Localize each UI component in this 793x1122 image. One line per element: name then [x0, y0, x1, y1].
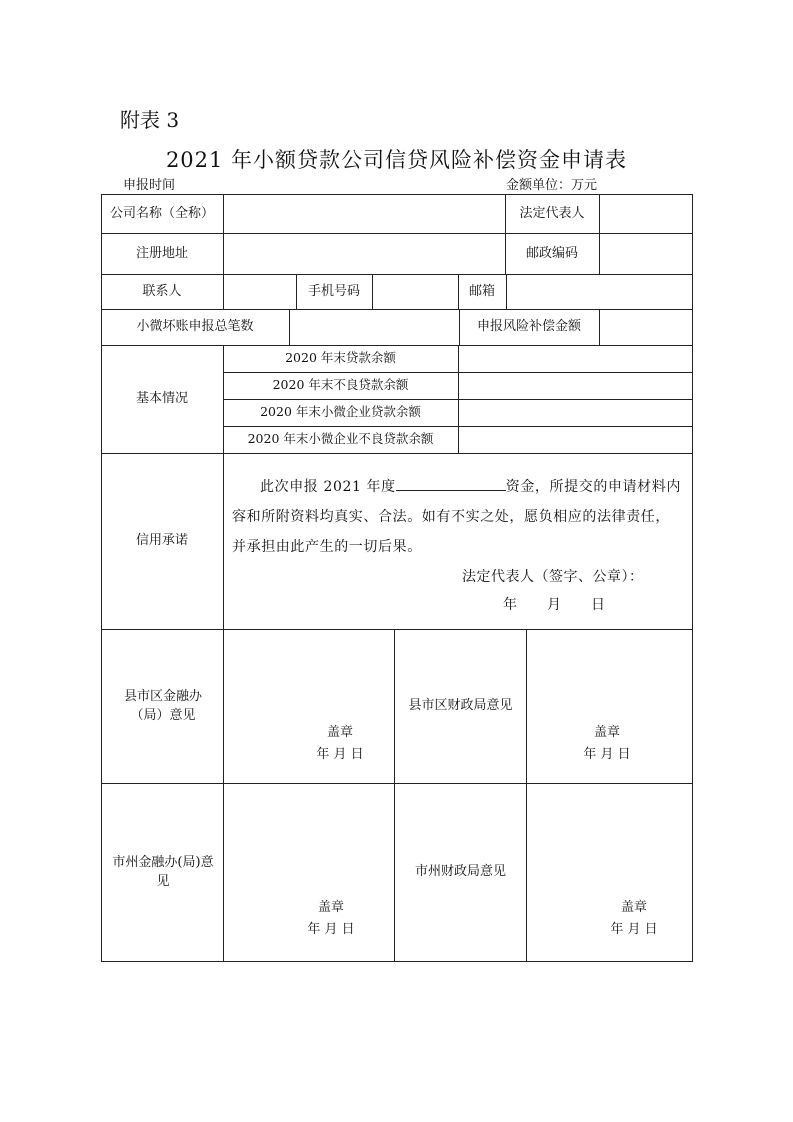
city-finance-stamp — [291, 897, 371, 941]
basic-info-value-field[interactable] — [459, 372, 692, 399]
contact-field[interactable] — [224, 274, 296, 309]
stamp-date-label: 年 月 日 — [316, 747, 364, 762]
city-fiscal-stamp — [594, 897, 674, 941]
stamp-date-label: 年 月 日 — [610, 922, 658, 937]
col-divider — [223, 453, 224, 629]
stamp-date-label: 年 月 日 — [307, 922, 355, 937]
reg-address-field[interactable] — [224, 233, 505, 274]
table-border-bottom — [101, 961, 693, 962]
stamp-label: 盖章 — [326, 725, 353, 740]
basic-info-item-label: 2020 年末贷款余额 — [285, 350, 396, 366]
legal-rep-label: 法定代表人 — [519, 205, 585, 221]
pledge-date — [503, 594, 605, 614]
stamp-date-label: 年 月 日 — [583, 747, 631, 762]
company-name-field[interactable] — [224, 194, 505, 233]
fund-amount-blank[interactable] — [396, 474, 506, 491]
mobile-field[interactable] — [373, 274, 458, 309]
form-title: 2021 年小额贷款公司信贷风险补偿资金申请表 — [165, 148, 628, 172]
city-fiscal-bureau-opinion-label: 市州财政局意见 — [414, 864, 506, 880]
table-border-right — [692, 194, 693, 962]
county-fiscal-bureau-opinion-label: 县市区财政局意见 — [408, 698, 513, 714]
reg-address-label: 注册地址 — [135, 245, 188, 261]
pledge-month-label: 月 — [547, 597, 561, 613]
basic-info-item-label: 2020 年末小微企业贷款余额 — [260, 404, 421, 420]
declaration-date-label: 申报时间 — [123, 178, 176, 193]
compensation-amount-label: 申报风险补偿金额 — [476, 319, 581, 335]
county-finance-stamp — [300, 722, 380, 766]
pledge-day-label: 日 — [591, 597, 605, 613]
basic-info-value-field[interactable] — [459, 399, 692, 426]
amount-unit-label: 金额单位：万元 — [506, 178, 598, 193]
postal-code-label: 邮政编码 — [525, 245, 578, 261]
pledge-text-post: 资金，所提交的申请材料内容和所附资料均真实、合法。如有不实之处，愿负相应的法律责任，并承担由此产生的一切后果。 — [232, 479, 681, 555]
postal-code-field[interactable] — [600, 233, 692, 274]
city-finance-office-opinion-label: 市州金融办(局)意见 — [112, 854, 214, 889]
basic-info-item-label: 2020 年末不良贷款余额 — [272, 377, 409, 393]
mobile-label: 手机号码 — [307, 283, 360, 299]
attachment-label: 附表 3 — [120, 108, 180, 132]
basic-info-value-field[interactable] — [459, 426, 692, 453]
pledge-year-label: 年 — [503, 597, 517, 613]
compensation-amount-field[interactable] — [600, 309, 692, 345]
basic-info-value-field[interactable] — [459, 345, 692, 372]
credit-pledge-label: 信用承诺 — [135, 533, 188, 549]
stamp-label: 盖章 — [593, 725, 620, 740]
basic-info-item-label: 2020 年末小微企业不良贷款余额 — [247, 431, 434, 447]
contact-label: 联系人 — [142, 283, 182, 299]
county-fiscal-stamp — [567, 722, 647, 766]
legal-rep-field[interactable] — [600, 194, 692, 233]
bad-debt-count-label: 小微坏账申报总笔数 — [136, 319, 254, 335]
legal-rep-signature-label: 法定代表人（签字、公章）： — [462, 569, 644, 585]
basic-info-label: 基本情况 — [135, 391, 188, 407]
stamp-label: 盖章 — [620, 900, 647, 915]
email-field[interactable] — [507, 274, 692, 309]
email-label: 邮箱 — [468, 283, 495, 299]
county-finance-office-opinion-label: 县市区金融办（局）意见 — [123, 688, 202, 723]
credit-pledge-text — [232, 472, 684, 562]
pledge-text-pre: 此次申报 2021 年度 — [260, 479, 396, 495]
company-name-label: 公司名称（全称） — [109, 205, 214, 221]
bad-debt-count-field[interactable] — [290, 309, 459, 345]
stamp-label: 盖章 — [317, 900, 344, 915]
